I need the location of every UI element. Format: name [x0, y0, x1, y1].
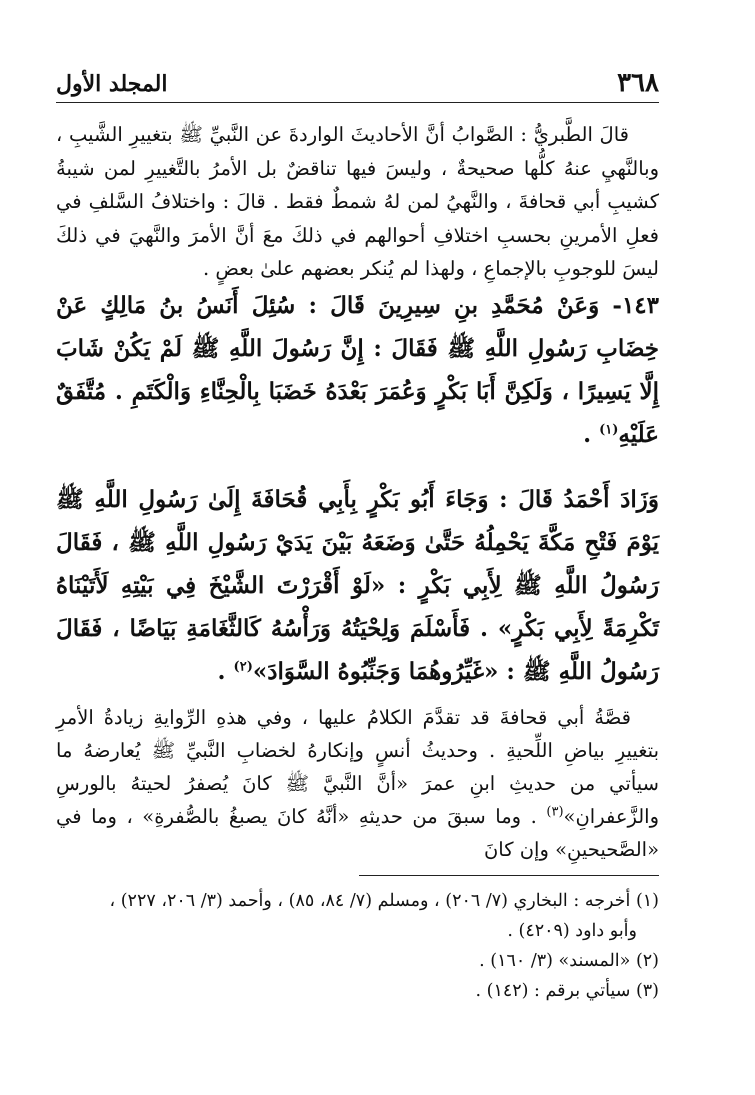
footnote-3 [56, 976, 659, 1006]
volume-title: المجلد الأول [56, 71, 168, 97]
footnote-1-continuation [56, 916, 659, 946]
footnote-number: (١) [635, 891, 659, 911]
footnote-ref-2[interactable]: (٢) [233, 659, 253, 675]
footnote-text: سيأتي برقم : (١٤٢) . [475, 981, 631, 1001]
commentary-text: قصَّةُ أبي قحافةَ قد تقدَّمَ الكلامُ عليها ، وفي هذهِ الرِّوايةِ زيادةُ الأمرِ بتغييرِ بياضِ اللِّحيةِ . وحديثُ أنسٍ وإنكارهُ لخضابِ النَّبيِّ ﷺ يُعارضهُ ما سيأتي من حديثِ ابنِ عمرَ «أنَّ النَّبيَّ ﷺ كانَ يُصفرُ لحيتهُ بالورسِ والزَّعفرانِ» [56, 706, 659, 828]
page-header [56, 62, 659, 103]
footnote-divider [359, 875, 659, 876]
footnote-text: أخرجه : البخاري (٧/ ٢٠٦) ، ومسلم (٧/ ٨٤، ٨٥) ، وأحمد (٣/ ٢٠٦، ٢٢٧) ، [109, 891, 631, 911]
footnote-number: (٣) [635, 981, 659, 1001]
footnote-number: (٢) [635, 951, 659, 971]
hadith-143-text: ١٤٣- وَعَنْ مُحَمَّدِ بنِ سِيرِينَ قَالَ : سُئِلَ أَنَسُ بنُ مَالِكٍ عَنْ خِضَابِ رَسُولِ اللَّهِ ﷺ فَقَالَ : إِنَّ رَسُولَ اللَّهِ ﷺ لَمْ يَكُنْ شَابَ إِلَّا يَسِيرًا ، وَلَكِنَّ أَبَا بَكْرٍ وَعُمَرَ بَعْدَهُ خَضَبَا بِالْحِنَّاءِ وَالْكَتَمِ . مُتَّفَقٌ عَلَيْهِ [56, 292, 659, 448]
footnote-2 [56, 946, 659, 976]
commentary-paragraph [56, 701, 659, 866]
footnote-ref-1[interactable]: (١) [599, 422, 619, 438]
footnotes-section [56, 886, 659, 1006]
hadith-143-end: . [583, 421, 600, 448]
footnote-text: وأبو داود (٤٢٠٩) . [507, 921, 637, 941]
footnote-ref-3[interactable]: (٣) [546, 804, 564, 820]
footnote-1 [56, 886, 659, 916]
ahmad-addition-paragraph [56, 478, 659, 693]
commentary-tail: . وما سبقَ من حديثهِ «أنَّهُ كانَ يصبغُ بالصُّفرةِ» ، وما في «الصَّحيحينِ» وإن كانَ [56, 805, 659, 861]
footnote-text: «المسند» (٣/ ١٦٠) . [479, 951, 631, 971]
hadith-143-paragraph [56, 284, 659, 456]
ahmad-addition-end: . [217, 658, 234, 685]
tabari-commentary-paragraph [56, 118, 659, 286]
ahmad-addition-text: وَزَادَ أَحْمَدُ قَالَ : وَجَاءَ أَبُو بَكْرٍ بِأَبِي قُحَافَةَ إِلَىٰ رَسُولِ اللَّهِ ﷺ يَوْمَ فَتْحِ مَكَّةَ يَحْمِلُهُ حَتَّىٰ وَضَعَهُ بَيْنَ يَدَيْ رَسُولِ اللَّهِ ﷺ ، فَقَالَ رَسُولُ اللَّهِ ﷺ لِأَبِي بَكْرٍ : «لَوْ أَقْرَرْتَ الشَّيْخَ فِي بَيْتِهِ لَأَتَيْنَاهُ تَكْرِمَةً لِأَبِي بَكْرٍ» . فَأَسْلَمَ وَلِحْيَتُهُ وَرَأْسُهُ كَالثَّغَامَةِ بَيَاضًا ، فَقَالَ رَسُولُ اللَّهِ ﷺ : «غَيِّرُوهُمَا وَجَنِّبُوهُ السَّوَادَ» [56, 486, 659, 685]
tabari-text: قالَ الطَّبريُّ : الصَّوابُ أنَّ الأحاديثَ الواردةَ عن النَّبيِّ ﷺ بتغييرِ الشَّيبِ ، وبالنَّهيِ عنهُ كلُّها صحيحةٌ ، وليسَ فيها تناقضٌ بل الأمرُ بالتَّغييرِ لمن شيبةُ كشيبِ أبي قحافةَ ، والنَّهيُ لمن لهُ شمطٌ فقط . قالَ : واختلافُ السَّلفِ في فعلِ الأمرينِ بحسبِ اختلافِ أحوالهم في ذلكَ معَ أنَّ الأمرَ والنَّهيَ في ذلكَ ليسَ للوجوبِ بالإجماعِ ، ولهذا لم يُنكر بعضهم علىٰ بعضٍ . [56, 123, 659, 280]
page-number: ٣٦٨ [617, 68, 659, 98]
